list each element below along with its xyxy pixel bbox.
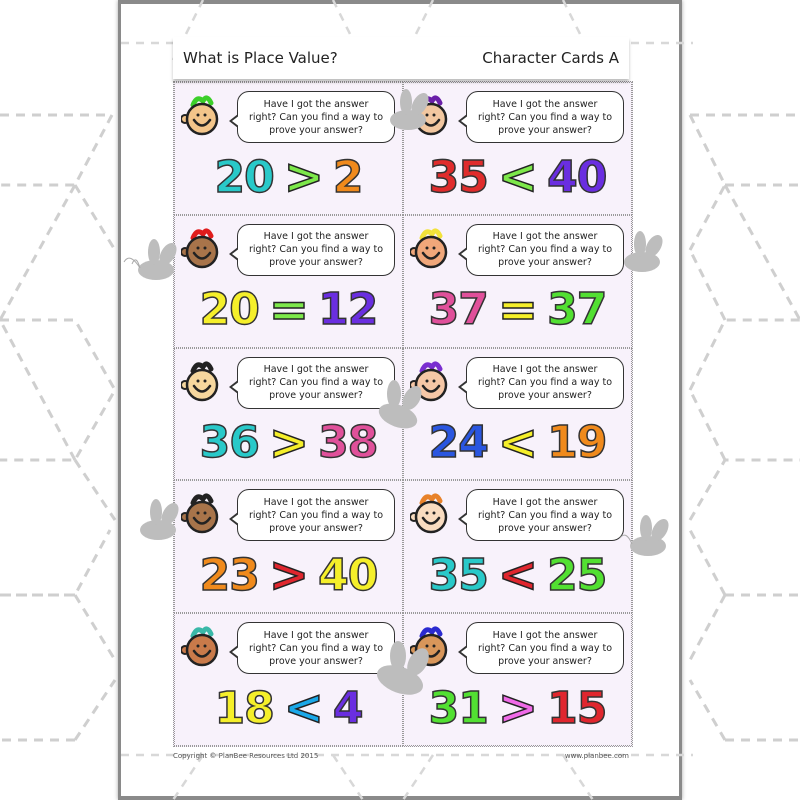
comparison-operator: >	[283, 149, 323, 205]
character-card-7	[174, 480, 403, 613]
bee-silhouette-icon	[378, 88, 438, 138]
comparison-operator: >	[497, 680, 538, 737]
character-face-icon	[181, 95, 223, 137]
copyright-text: Copyright © PlanBee Resources Ltd 2015	[173, 752, 319, 760]
left-number: 18	[214, 682, 274, 734]
speech-line-3: prove your answer?	[498, 257, 592, 269]
right-number: 12	[318, 284, 378, 336]
speech-line-2: right? Can you find a way to	[477, 244, 613, 256]
right-number: 2	[332, 151, 363, 203]
speech-line-3: prove your answer?	[269, 124, 363, 136]
bee-silhouette-icon	[618, 514, 678, 564]
speech-line-1: Have I got the answer	[492, 98, 598, 110]
worksheet-header	[173, 37, 629, 79]
speech-line-3: prove your answer?	[269, 390, 363, 402]
speech-line-2: right? Can you find a way to	[248, 642, 384, 654]
speech-line-2: right? Can you find a way to	[477, 111, 613, 123]
speech-line-2: right? Can you find a way to	[477, 509, 613, 521]
character-face-icon	[181, 228, 223, 270]
speech-bubble	[466, 622, 624, 674]
speech-line-1: Have I got the answer	[263, 496, 369, 508]
right-number: 37	[547, 284, 607, 336]
character-face-icon	[181, 626, 223, 668]
speech-bubble	[466, 357, 624, 409]
speech-line-1: Have I got the answer	[263, 629, 369, 641]
left-number: 23	[199, 549, 259, 601]
speech-line-2: right? Can you find a way to	[248, 509, 384, 521]
speech-bubble	[466, 224, 624, 276]
right-number: 19	[547, 417, 607, 469]
speech-bubble	[237, 224, 395, 276]
comparison-operator: >	[268, 414, 309, 471]
bee-silhouette-icon	[124, 498, 188, 548]
worksheet-title: What is Place Value?	[183, 49, 338, 67]
comparison-equation	[175, 547, 402, 603]
speech-line-2: right? Can you find a way to	[248, 111, 384, 123]
speech-bubble	[237, 91, 395, 143]
speech-bubble	[237, 489, 395, 541]
website-link[interactable]: www.planbee.com	[564, 752, 629, 760]
comparison-operator: <	[497, 547, 538, 604]
left-number: 36	[199, 417, 259, 469]
comparison-operator: >	[268, 547, 309, 604]
right-number: 38	[318, 417, 378, 469]
right-number: 25	[547, 549, 607, 601]
comparison-operator: =	[268, 281, 309, 338]
speech-line-2: right? Can you find a way to	[477, 642, 613, 654]
speech-line-1: Have I got the answer	[492, 629, 598, 641]
comparison-equation	[175, 282, 402, 338]
speech-line-3: prove your answer?	[498, 124, 592, 136]
character-face-icon	[410, 493, 452, 535]
right-number: 4	[332, 682, 363, 734]
left-number: 20	[199, 284, 259, 336]
character-card-3	[174, 215, 403, 348]
left-number: 24	[428, 417, 488, 469]
right-number: 40	[318, 549, 378, 601]
comparison-equation	[175, 149, 402, 205]
bee-silhouette-icon	[122, 238, 186, 288]
comparison-operator: <	[497, 414, 538, 471]
speech-line-3: prove your answer?	[498, 390, 592, 402]
bee-silhouette-icon	[366, 378, 430, 438]
speech-line-3: prove your answer?	[269, 522, 363, 534]
character-face-icon	[181, 361, 223, 403]
speech-line-1: Have I got the answer	[492, 231, 598, 243]
speech-bubble	[466, 91, 624, 143]
character-card-1	[174, 82, 403, 215]
speech-line-2: right? Can you find a way to	[248, 377, 384, 389]
left-number: 35	[428, 151, 488, 203]
speech-line-3: prove your answer?	[269, 655, 363, 667]
comparison-equation	[404, 547, 631, 603]
right-number: 15	[547, 682, 607, 734]
speech-line-1: Have I got the answer	[492, 496, 598, 508]
character-card-6	[403, 348, 632, 481]
character-card-8	[403, 480, 632, 613]
right-number: 40	[547, 151, 607, 203]
comparison-equation	[404, 415, 631, 471]
speech-line-3: prove your answer?	[269, 257, 363, 269]
left-number: 35	[428, 549, 488, 601]
comparison-operator: <	[283, 680, 323, 737]
speech-bubble	[466, 489, 624, 541]
comparison-equation	[404, 282, 631, 338]
speech-line-3: prove your answer?	[498, 655, 592, 667]
speech-line-2: right? Can you find a way to	[477, 377, 613, 389]
bee-silhouette-icon	[364, 640, 440, 708]
character-face-icon	[410, 228, 452, 270]
comparison-operator: =	[497, 281, 538, 338]
speech-line-1: Have I got the answer	[492, 364, 598, 376]
comparison-equation	[404, 149, 631, 205]
character-card-4	[403, 215, 632, 348]
left-number: 31	[428, 682, 488, 734]
comparison-operator: <	[497, 149, 538, 205]
speech-line-1: Have I got the answer	[263, 231, 369, 243]
bee-silhouette-icon	[612, 230, 672, 280]
speech-line-3: prove your answer?	[498, 522, 592, 534]
worksheet-subtitle: Character Cards A	[482, 49, 619, 67]
speech-line-1: Have I got the answer	[263, 364, 369, 376]
worksheet-footer	[173, 752, 629, 760]
left-number: 37	[428, 284, 488, 336]
left-number: 20	[214, 151, 274, 203]
speech-line-1: Have I got the answer	[263, 98, 369, 110]
speech-line-2: right? Can you find a way to	[248, 244, 384, 256]
